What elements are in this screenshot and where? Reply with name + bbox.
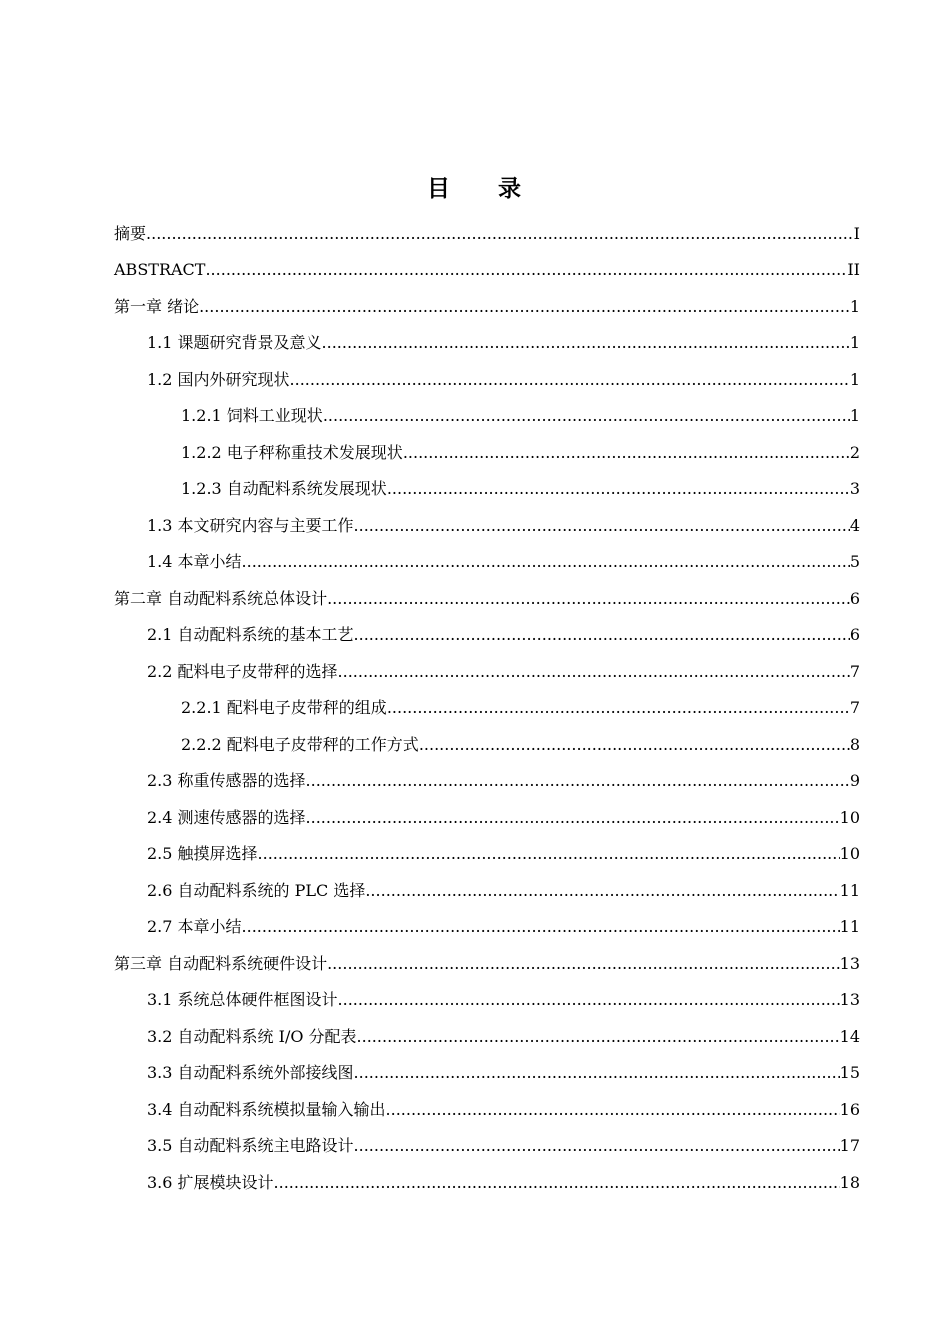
toc-entry-text: 2.1 自动配料系统的基本工艺 [147,625,354,644]
toc-entry-page: 10 [839,807,860,827]
dot-leader [354,1135,840,1160]
toc-entry-page: 1 [849,296,860,316]
toc-entry-page: 9 [849,771,860,790]
toc-entry[interactable] [114,1051,860,1088]
dot-leader [338,989,840,1014]
toc-entry-text: 1.3 本文研究内容与主要工作 [147,515,354,535]
toc-entry[interactable] [114,430,860,467]
toc-entry-page: 7 [849,661,860,681]
toc-entry[interactable] [114,1160,860,1197]
dot-leader [205,259,847,284]
toc-entry-text: 1.2.3 自动配料系统发展现状 [181,479,387,498]
toc-entry[interactable] [114,686,860,723]
toc-entry-page: 11 [839,880,860,900]
toc-entry[interactable] [114,649,860,686]
toc-entry-page: 17 [839,1136,860,1155]
toc-entry-page: 1 [849,333,860,352]
toc-entry[interactable] [114,321,860,358]
toc-entry[interactable] [114,832,860,869]
toc-entry[interactable] [114,357,860,394]
toc-entry-page: 6 [849,625,860,644]
toc-entry-text: 2.7 本章小结 [147,917,242,936]
dot-leader [327,953,840,978]
toc-title-char-1: 目 [427,176,452,202]
toc-entry-text: 2.2 配料电子皮带秤的选择 [147,661,338,681]
toc-entry[interactable] [114,978,860,1015]
toc-entry-page: 2 [849,442,860,462]
toc-entry-page: 16 [839,1099,860,1119]
toc-entry-text: 第三章 自动配料系统硬件设计 [114,953,328,973]
toc-entry-text: 1.2 国内外研究现状 [147,369,290,389]
dot-leader [290,369,850,394]
toc-entry-text: 2.5 触摸屏选择 [147,844,258,863]
dot-leader [387,478,850,503]
toc-entry-text: 1.2.2 电子秤称重技术发展现状 [181,442,403,462]
toc-entry-page: 6 [849,588,860,608]
toc-title-char-2: 录 [498,176,523,202]
dot-leader [338,661,850,686]
toc-entry-text: 1.4 本章小结 [147,552,242,571]
toc-entry[interactable] [114,795,860,832]
dot-leader [146,223,854,248]
toc-entry-page: II [847,260,860,279]
table-of-contents [114,211,860,1197]
dot-leader [306,770,850,795]
dot-leader [323,405,850,430]
dot-leader [306,807,840,832]
toc-entry[interactable] [114,467,860,504]
dot-leader [199,296,850,321]
dot-leader [419,734,850,759]
dot-leader [327,588,850,613]
toc-entry-text: 3.6 扩展模块设计 [147,1172,274,1192]
toc-entry-text: 2.2.1 配料电子皮带秤的组成 [181,698,387,717]
toc-entry-page: 7 [849,698,860,717]
toc-entry-text: 1.2.1 饲料工业现状 [181,406,323,425]
toc-entry-text: 第一章 绪论 [114,296,200,316]
toc-entry[interactable] [114,284,860,321]
toc-entry[interactable] [114,248,860,285]
toc-entry-text: 3.3 自动配料系统外部接线图 [147,1063,354,1082]
toc-entry-page: 18 [839,1172,860,1192]
toc-entry[interactable] [114,576,860,613]
toc-entry[interactable] [114,868,860,905]
toc-entry-text: 3.2 自动配料系统 I/O 分配表 [147,1026,357,1046]
toc-entry-page: 10 [839,844,860,863]
toc-entry-text: 2.4 测速传感器的选择 [147,807,306,827]
toc-entry-text: 3.4 自动配料系统模拟量输入输出 [147,1099,386,1119]
dot-leader [357,1026,840,1051]
toc-entry[interactable] [114,503,860,540]
toc-entry[interactable] [114,394,860,431]
dot-leader [354,515,850,540]
toc-entry[interactable] [114,722,860,759]
toc-entry-text: 第二章 自动配料系统总体设计 [114,588,328,608]
toc-entry-page: 13 [839,953,860,973]
toc-title [0,170,950,203]
toc-entry-text: 摘要 [114,223,147,243]
toc-entry-text: 1.1 课题研究背景及意义 [147,333,322,352]
toc-entry-page: 15 [839,1063,860,1082]
toc-entry[interactable] [114,613,860,650]
toc-entry-page: 5 [849,552,860,571]
dot-leader [365,880,839,905]
dot-leader [403,442,850,467]
dot-leader [387,697,850,722]
toc-entry-page: 4 [849,515,860,535]
toc-entry-text: 2.6 自动配料系统的 PLC 选择 [147,880,366,900]
toc-entry-text: 3.1 系统总体硬件框图设计 [147,990,338,1009]
toc-entry-text: 2.3 称重传感器的选择 [147,771,306,790]
toc-entry[interactable] [114,1087,860,1124]
toc-entry-page: 14 [839,1026,860,1046]
toc-entry-page: 1 [849,406,860,425]
toc-entry[interactable] [114,1124,860,1161]
toc-entry-page: 3 [849,479,860,498]
dot-leader [274,1172,840,1197]
toc-entry-page: 1 [849,369,860,389]
toc-entry-page: I [853,223,860,243]
dot-leader [354,624,850,649]
toc-entry-page: 13 [839,990,860,1009]
dot-leader [322,332,850,357]
dot-leader [354,1062,840,1087]
dot-leader [242,916,840,941]
dot-leader [242,551,850,576]
toc-entry[interactable] [114,759,860,796]
dot-leader [386,1099,840,1124]
toc-entry[interactable] [114,941,860,978]
toc-entry-page: 8 [849,734,860,754]
toc-entry-text: 2.2.2 配料电子皮带秤的工作方式 [181,734,419,754]
toc-entry-text: ABSTRACT [114,260,206,279]
toc-entry[interactable] [114,540,860,577]
toc-entry-page: 11 [839,917,860,936]
toc-entry[interactable] [114,211,860,248]
dot-leader [258,843,840,868]
toc-entry[interactable] [114,905,860,942]
toc-entry-text: 3.5 自动配料系统主电路设计 [147,1136,354,1155]
toc-entry[interactable] [114,1014,860,1051]
